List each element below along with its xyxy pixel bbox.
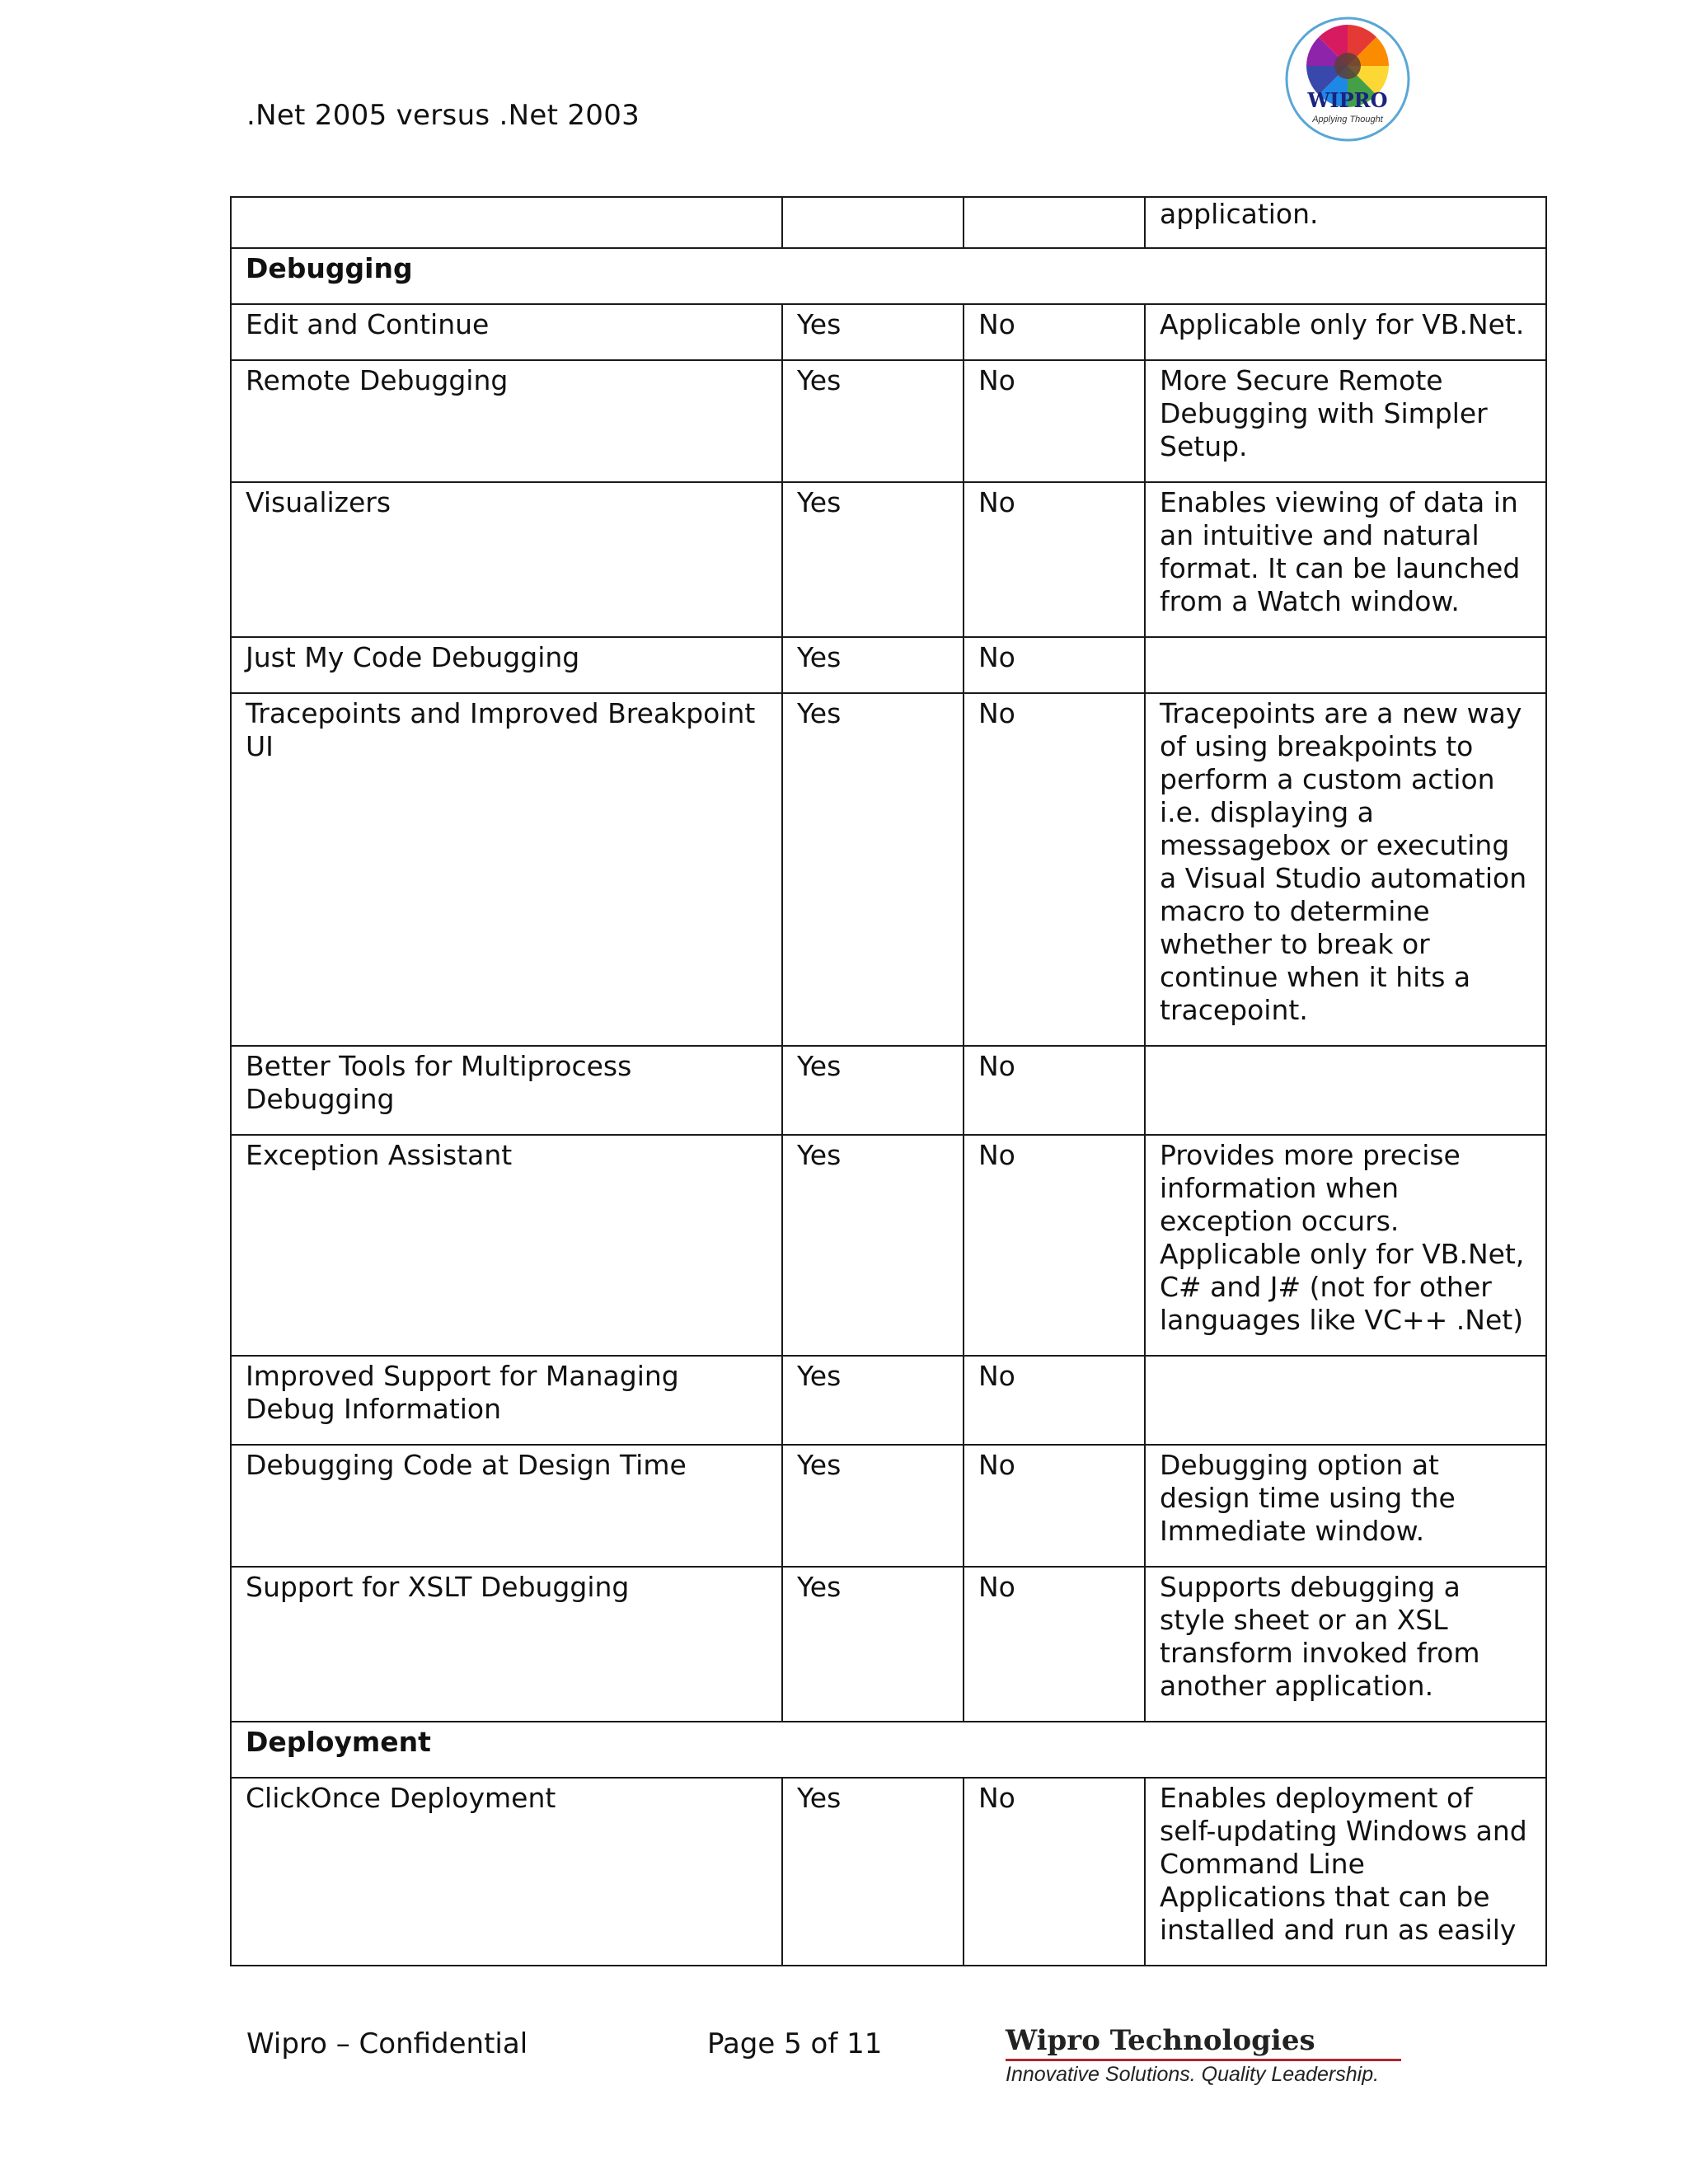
cell-remarks: Enables deployment of self-updating Windows and Command Line Applications that can be installed and run as easily bbox=[1145, 1778, 1546, 1966]
cell-remarks bbox=[1145, 1046, 1546, 1135]
section-header-row bbox=[231, 1722, 1546, 1778]
cell-feature: Visualizers bbox=[231, 482, 782, 637]
table-row bbox=[231, 1567, 1546, 1722]
cell-net2005: Yes bbox=[782, 1778, 964, 1966]
cell-feature: ClickOnce Deployment bbox=[231, 1778, 782, 1966]
cell-net2003: No bbox=[964, 1135, 1145, 1356]
cell-net2005: Yes bbox=[782, 693, 964, 1046]
table-row bbox=[231, 482, 1546, 637]
footer-brand-name: Wipro Technologies bbox=[1006, 2024, 1401, 2061]
table-row bbox=[231, 1778, 1546, 1966]
cell-net2003: No bbox=[964, 693, 1145, 1046]
cell-net2005: Yes bbox=[782, 1135, 964, 1356]
cell-feature bbox=[231, 197, 782, 248]
cell-remarks: Debugging option at design time using the Immediate window. bbox=[1145, 1445, 1546, 1567]
footer-confidential: Wipro – Confidential bbox=[246, 2027, 528, 2060]
cell-remarks: Tracepoints are a new way of using breakpoints to perform a custom action i.e. displaying a messagebox or executing a Visual Studio automation macro to determine whether to break or continue when it hits a tracepoint. bbox=[1145, 693, 1546, 1046]
footer-brand-tagline: Innovative Solutions. Quality Leadership. bbox=[1006, 2063, 1380, 2086]
cell-feature: Exception Assistant bbox=[231, 1135, 782, 1356]
table-row bbox=[231, 1135, 1546, 1356]
cell-net2005: Yes bbox=[782, 304, 964, 360]
comparison-table-body bbox=[231, 197, 1546, 1966]
footer-page-number: Page 5 of 11 bbox=[707, 2027, 883, 2060]
cell-feature: Debugging Code at Design Time bbox=[231, 1445, 782, 1567]
section-title: Debugging bbox=[231, 248, 1546, 304]
cell-net2005: Yes bbox=[782, 1567, 964, 1722]
cell-net2003 bbox=[964, 197, 1145, 248]
cell-net2005 bbox=[782, 197, 964, 248]
footer-brand bbox=[1006, 2024, 1401, 2087]
document-header-title: .Net 2005 versus .Net 2003 bbox=[246, 99, 640, 132]
logo-wordmark: WIPRO bbox=[1307, 88, 1388, 112]
cell-net2003: No bbox=[964, 1046, 1145, 1135]
cell-net2005: Yes bbox=[782, 482, 964, 637]
cell-net2003: No bbox=[964, 1567, 1145, 1722]
cell-feature: Remote Debugging bbox=[231, 360, 782, 482]
logo-tagline: Applying Thought bbox=[1312, 115, 1383, 124]
cell-feature: Improved Support for Managing Debug Information bbox=[231, 1356, 782, 1445]
cell-remarks: Provides more precise information when exception occurs. Applicable only for VB.Net, C# and J# (not for other languages like VC++ .Net) bbox=[1145, 1135, 1546, 1356]
table-row bbox=[231, 693, 1546, 1046]
cell-feature: Support for XSLT Debugging bbox=[231, 1567, 782, 1722]
cell-remarks: Enables viewing of data in an intuitive and natural format. It can be launched from a Watch window. bbox=[1145, 482, 1546, 637]
cell-net2003: No bbox=[964, 1445, 1145, 1567]
cell-net2005: Yes bbox=[782, 637, 964, 693]
table-row bbox=[231, 1046, 1546, 1135]
table-row bbox=[231, 1445, 1546, 1567]
section-title: Deployment bbox=[231, 1722, 1546, 1778]
cell-remarks: Supports debugging a style sheet or an XSL transform invoked from another application. bbox=[1145, 1567, 1546, 1722]
cell-net2003: No bbox=[964, 482, 1145, 637]
table-row-continued bbox=[231, 197, 1546, 248]
cell-feature: Edit and Continue bbox=[231, 304, 782, 360]
cell-net2003: No bbox=[964, 304, 1145, 360]
cell-net2005: Yes bbox=[782, 1356, 964, 1445]
table-row bbox=[231, 304, 1546, 360]
cell-net2003: No bbox=[964, 1778, 1145, 1966]
comparison-table bbox=[230, 196, 1547, 1966]
cell-remarks bbox=[1145, 637, 1546, 693]
cell-net2005: Yes bbox=[782, 1046, 964, 1135]
cell-feature: Better Tools for Multiprocess Debugging bbox=[231, 1046, 782, 1135]
wipro-logo bbox=[1282, 15, 1422, 147]
table-row bbox=[231, 1356, 1546, 1445]
cell-remarks: Applicable only for VB.Net. bbox=[1145, 304, 1546, 360]
cell-net2003: No bbox=[964, 637, 1145, 693]
cell-net2005: Yes bbox=[782, 360, 964, 482]
cell-net2005: Yes bbox=[782, 1445, 964, 1567]
table-row bbox=[231, 360, 1546, 482]
cell-net2003: No bbox=[964, 360, 1145, 482]
cell-remarks bbox=[1145, 1356, 1546, 1445]
cell-feature: Tracepoints and Improved Breakpoint UI bbox=[231, 693, 782, 1046]
cell-feature: Just My Code Debugging bbox=[231, 637, 782, 693]
section-header-row bbox=[231, 248, 1546, 304]
cell-remarks: More Secure Remote Debugging with Simpler Setup. bbox=[1145, 360, 1546, 482]
cell-net2003: No bbox=[964, 1356, 1145, 1445]
table-row bbox=[231, 637, 1546, 693]
cell-remarks: application. bbox=[1145, 197, 1546, 248]
